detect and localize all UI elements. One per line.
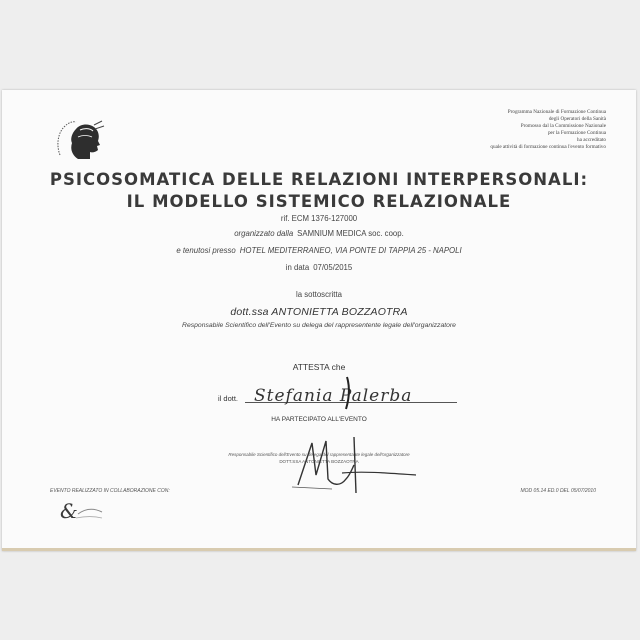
data-label: in data xyxy=(285,263,310,272)
handwritten-participant-name xyxy=(252,373,422,413)
title-line-1: PSICOSOMATICA DELLE RELAZIONI INTERPERSONALI: xyxy=(49,170,589,189)
signature-mark xyxy=(292,435,422,495)
collaboration-logo-icon xyxy=(58,498,104,524)
tenutosi-value: HOTEL MEDITERRANEO, VIA PONTE DI TAPPIA 25 - NAPOLI xyxy=(239,246,462,255)
organizzato-row xyxy=(2,229,636,238)
sottoscritta-label: la sottoscritta xyxy=(296,290,342,299)
organizzato-label: organizzato dalla xyxy=(234,229,294,238)
data-value: 07/05/2015 xyxy=(313,263,353,272)
mod-code: MOD 05.14 ED.0 DEL 05/07/2010 xyxy=(520,488,596,494)
head-logo-icon xyxy=(50,115,108,165)
title-line-2: IL MODELLO SISTEMICO RELAZIONALE xyxy=(126,192,512,211)
data-row xyxy=(2,263,636,272)
partecipato-label: HA PARTECIPATO ALL'EVENTO xyxy=(271,416,367,423)
certificate-sheet xyxy=(2,90,636,551)
svg-text:&: & xyxy=(60,499,78,523)
dott-label: il dott. xyxy=(218,394,239,403)
responsabile-small-name: DOTT.SSA ANTONIETTA BOZZAOTRA xyxy=(279,459,359,464)
signatory-name: dott.ssa ANTONIETTA BOZZAOTRA xyxy=(230,306,408,318)
organizzato-value: SAMNIUM MEDICA soc. coop. xyxy=(297,229,404,238)
signatory-role: Responsabile Scientifico dell'Evento su delega del rappresentente legale dell'organizzatore xyxy=(182,322,456,329)
tenutosi-row xyxy=(2,246,636,255)
evento-collaborazione-label: EVENTO REALIZZATO IN COLLABORAZIONE CON: xyxy=(50,488,170,494)
responsabile-small-text: Responsabile Scientifico dell'Evento su delega del rappresentante legale dell'organizzatore xyxy=(228,452,410,457)
rif-ecm: rif. ECM 1376-127000 xyxy=(280,214,358,223)
handwritten-name-text: Stefania Palerba xyxy=(254,386,413,406)
tenutosi-label: e tenutosi presso xyxy=(176,246,236,255)
program-header-text: Programma Nazionale di Formazione Continua degli Operatori della Sanità Promosso dal la Commissione Nazionale per la Formazione Continua ha accreditato quale attività di formazione continua l'evento formativo xyxy=(490,109,606,150)
attesta-label: ATTESTA che xyxy=(292,362,346,372)
